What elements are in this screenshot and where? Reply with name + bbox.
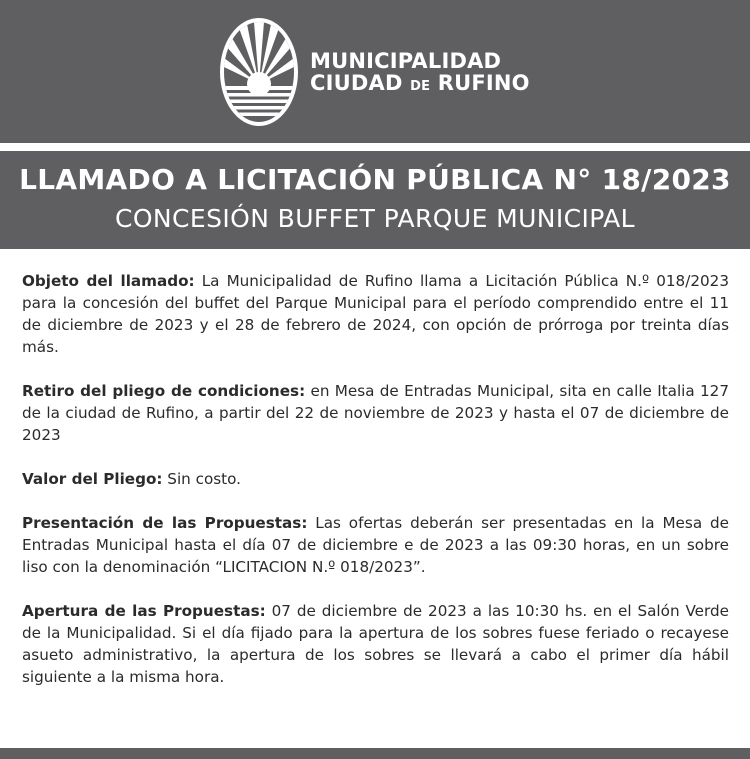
section-valor-pliego — [22, 468, 729, 490]
header-separator — [0, 143, 750, 151]
brand-ciudad: CIUDAD — [310, 71, 411, 95]
section-retiro-pliego — [22, 380, 729, 446]
brand-de: DE — [410, 79, 431, 94]
section-presentacion — [22, 512, 729, 578]
title-banner — [0, 151, 750, 249]
section-text: La Municipalidad de Rufino llama a Licitación Pública N.º 018/2023 para la concesión del buffet del Parque Municipal para el período comprendido entre el 11 de diciembre de 2023 y el 28 de febrero de 2024, con opción de prórroga por treinta días más. — [22, 272, 729, 356]
page-title: LLAMADO A LICITACIÓN PÚBLICA N° 18/2023 — [19, 163, 731, 196]
section-label: Objeto del llamado: — [22, 272, 195, 290]
section-objeto — [22, 270, 729, 358]
brand-line-ciudad-de-rufino — [310, 72, 530, 98]
section-label: Retiro del pliego de condiciones: — [22, 382, 306, 400]
section-text: 07 de diciembre de 2023 a las 10:30 hs. en el Salón Verde de la Municipalidad. Si el día fijado para la apertura de los sobres fuese feriado o recayese asueto administrativo, la apertura de los sobres se llevará a cabo el primer día hábil siguiente a la misma hora. — [22, 602, 729, 686]
header-bar — [0, 0, 750, 143]
municipality-wordmark — [310, 50, 530, 98]
footer-bar — [0, 748, 750, 759]
section-label: Presentación de las Propuestas: — [22, 514, 308, 532]
section-label: Valor del Pliego: — [22, 470, 163, 488]
brand-rufino: RUFINO — [430, 71, 530, 95]
section-label: Apertura de las Propuestas: — [22, 602, 266, 620]
section-text: Las ofertas deberán ser presentadas en la Mesa de Entradas Municipal hasta el día 07 de diciembre e de 2023 a las 09:30 horas, en un sobre liso con la denominación “LICITACION N.º 018/2023”. — [22, 514, 729, 576]
page-subtitle: CONCESIÓN BUFFET PARQUE MUNICIPAL — [114, 204, 636, 233]
section-apertura — [22, 600, 729, 688]
section-text: en Mesa de Entradas Municipal, sita en calle Italia 127 de la ciudad de Rufino, a partir del 22 de noviembre de 2023 y hasta el 07 de diciembre de 2023 — [22, 382, 730, 444]
brand-line-municipalidad: MUNICIPALIDAD — [310, 49, 502, 73]
section-text: Sin costo. — [162, 470, 241, 488]
notice-body — [22, 270, 729, 710]
municipal-seal-sunrise-icon — [218, 16, 300, 128]
